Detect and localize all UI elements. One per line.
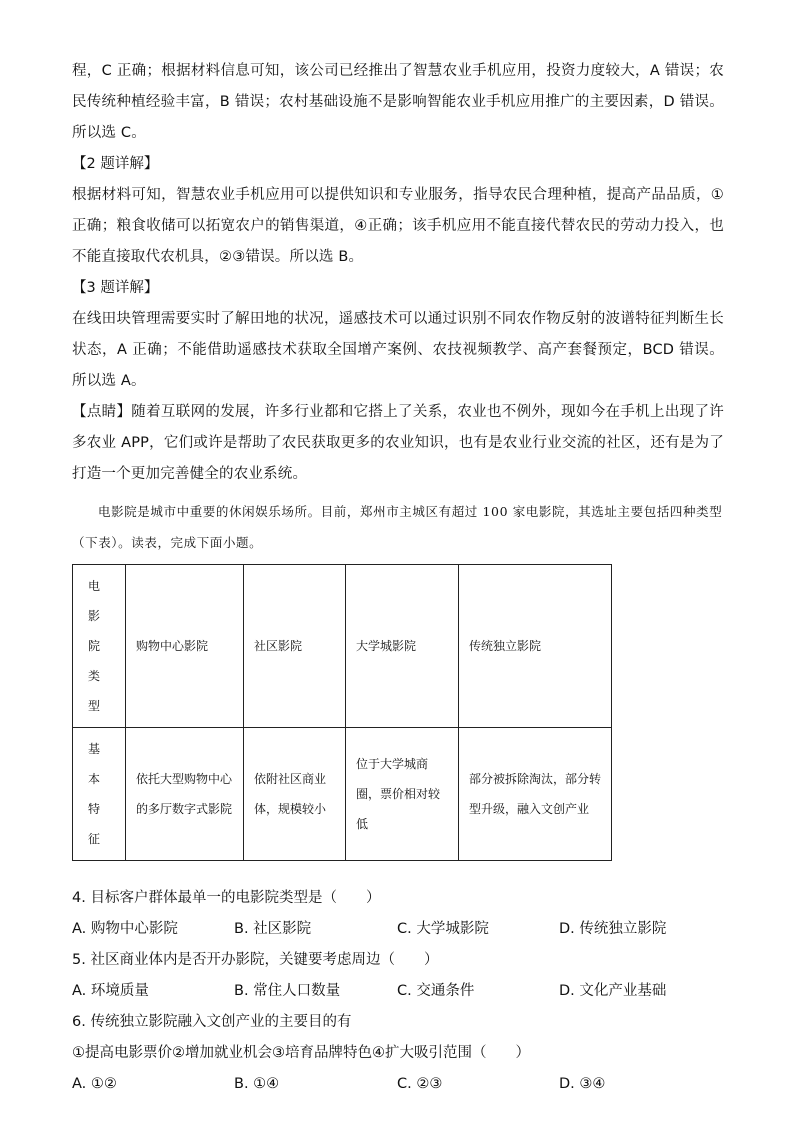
option-d: D. 传统独立影院 xyxy=(559,921,667,937)
table-cell: 部分被拆除淘汰，部分转型升级，融入文创产业 xyxy=(459,728,612,861)
heading-q3-explanation: 【3 题详解】 xyxy=(72,280,159,296)
material-intro: 电影院是城市中重要的休闲娱乐场所。目前，郑州市主城区有超过 100 家电影院，其选址主要包括四种类型（下表）。读表，完成下面小题。 xyxy=(72,504,723,550)
question-6-statements: ①提高电影票价②增加就业机会③培育品牌特色④扩大吸引范围（ ） xyxy=(72,1045,530,1061)
table-cell: 基本特征 xyxy=(73,728,126,861)
question-4-stem: 4. 目标客户群体最单一的电影院类型是（ ） xyxy=(72,890,381,906)
table-cell: 依托大型购物中心的多厅数字式影院 xyxy=(126,728,244,861)
question-6-options xyxy=(72,1069,724,1100)
option-c: C. ②③ xyxy=(397,1076,443,1092)
table-cell: 传统独立影院 xyxy=(459,565,612,728)
table-row xyxy=(73,728,612,861)
option-c: C. 交通条件 xyxy=(397,983,475,999)
table-cell: 大学城影院 xyxy=(346,565,459,728)
table-cell: 社区影院 xyxy=(244,565,346,728)
answer-paragraph-1: 程，C 正确；根据材料信息可知，该公司已经推出了智慧农业手机应用，投资力度较大，A 错误；农民传统种植经验丰富，B 错误；农村基础设施不是影响智能农业手机应用推广的主要因素，D 错误。所以选 C。 xyxy=(72,63,724,141)
option-d: D. ③④ xyxy=(559,1076,606,1092)
option-c: C. 大学城影院 xyxy=(397,921,489,937)
key-point-paragraph: 【点睛】随着互联网的发展，许多行业都和它搭上了关系，农业也不例外，现如今在手机上出现了许多农业 APP，它们或许是帮助了农民获取更多的农业知识，也有是农业行业交流的社区，还有是为了打造一个更加完善健全的农业系统。 xyxy=(72,404,724,482)
question-4-options xyxy=(72,914,724,945)
table-cell: 购物中心影院 xyxy=(126,565,244,728)
table-cell: 位于大学城商圈，票价相对较低 xyxy=(346,728,459,861)
option-b: B. ①④ xyxy=(234,1076,280,1092)
question-5-stem: 5. 社区商业体内是否开办影院，关键要考虑周边（ ） xyxy=(72,952,439,968)
answer-paragraph-2: 根据材料可知，智慧农业手机应用可以提供知识和专业服务，指导农民合理种植，提高产品品质，①正确；粮食收储可以拓宽农户的销售渠道，④正确；该手机应用不能直接代替农民的劳动力投入，也不能直接取代农机具，②③错误。所以选 B。 xyxy=(72,187,724,265)
option-a: A. 购物中心影院 xyxy=(72,921,178,937)
table-cell: 电影院类型 xyxy=(73,565,126,728)
answer-paragraph-3: 在线田块管理需要实时了解田地的状况，遥感技术可以通过识别不同农作物反射的波谱特征判断生长状态，A 正确；不能借助遥感技术获取全国增产案例、农技视频教学、高产套餐预定，BCD 错误。所以选 A。 xyxy=(72,311,724,389)
option-a: A. 环境质量 xyxy=(72,983,149,999)
table-row xyxy=(73,565,612,728)
question-5-options xyxy=(72,976,724,1007)
option-a: A. ①② xyxy=(72,1076,117,1092)
table-cell: 依附社区商业体，规模较小 xyxy=(244,728,346,861)
cinema-type-table xyxy=(72,564,612,861)
question-6-stem: 6. 传统独立影院融入文创产业的主要目的有 xyxy=(72,1014,352,1030)
option-b: B. 常住人口数量 xyxy=(234,983,341,999)
option-b: B. 社区影院 xyxy=(234,921,312,937)
option-d: D. 文化产业基础 xyxy=(559,983,667,999)
heading-q2-explanation: 【2 题详解】 xyxy=(72,156,159,172)
document-page xyxy=(72,56,724,1100)
